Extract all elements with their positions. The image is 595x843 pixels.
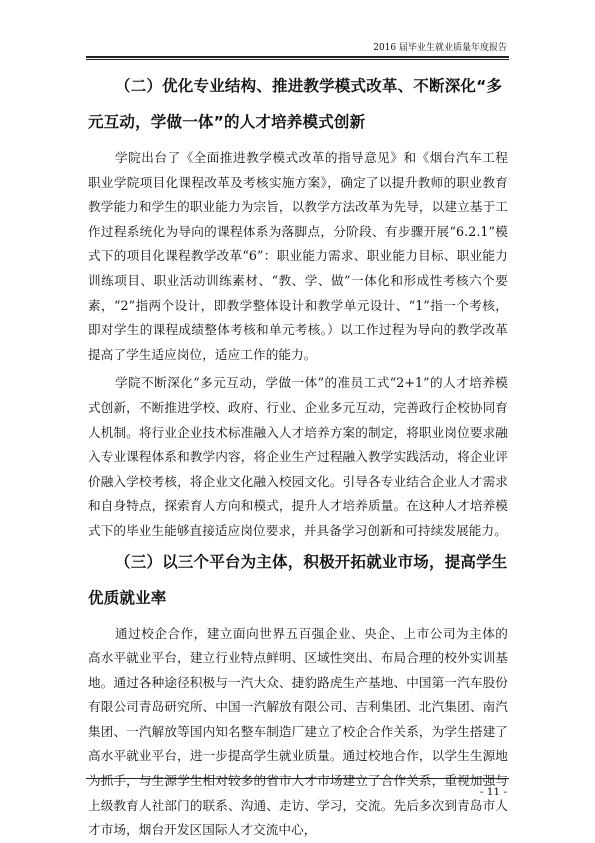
- page-number: - 11 -: [479, 786, 507, 798]
- header-divider-thin: [86, 59, 509, 60]
- section-heading-3: （三）以三个平台为主体，积极开拓就业市场，提高学生优质就业率: [88, 552, 508, 607]
- header-divider: [86, 56, 509, 58]
- page-body: [88, 68, 508, 843]
- paragraph-employment-platform: 通过校企合作，建立面向世界五百强企业、央企、上市公司为主体的高水平就业平台，建立行业特点鲜明、区域性突出、布局合理的校外实训基地。通过各种途径积极与一汽大众、捷豹路虎生产基地、中国第一汽车股份有限公司青岛研究所、中国一汽解放有限公司、吉利集团、北汽集团、南汽集团、一汽解放等国内知名整车制造厂建立了校企合作关系，为学生搭建了高水平就业平台，进一步提高学生就业质量。通过校地合作，以学生生源地为抓手，与生源学生相对较多的省市人才市场建立了合作关系，重视加强与上级教育人社部门的联系、沟通、走访、学习，交流。先后多次到青岛市人才市场，烟台开发区国际人才交流中心，: [88, 625, 508, 838]
- footer-divider: [86, 778, 509, 779]
- paragraph-teaching-reform: 学院出台了《全面推进教学模式改革的指导意见》和《烟台汽车工程职业学院项目化课程改革及考核实施方案》，确定了以提升教师的职业教育教学能力和学生的职业能力为宗旨，以教学方法改革为先导，以建立基于工作过程系统化为导向的课程体系为落脚点，分阶段、有步骤开展“6.2.1”模式下的项目化课程教学改革“6”：职业能力需求、职业能力目标、职业能力训练项目、职业活动训练素材、“教、学、做”一体化和形成性考核六个要素，“2”指两个设计，即教学整体设计和教学单元设计、“1”指一个考核，即对学生的课程成绩整体考核和单元考核。）以工作过程为导向的教学改革提高了学生适应岗位，适应工作的能力。: [88, 150, 508, 362]
- section-heading-2: （二）优化专业结构、推进教学模式改革、不断深化“多元互动，学做一体”的人才培养模式创新: [88, 77, 503, 131]
- report-title: 2016 届毕业生就业质量年度报告: [373, 43, 507, 53]
- paragraph-talent-model: 学院不断深化“多元互动，学做一体”的准员工式“2+1”的人才培养模式创新，不断推进学校、政府、行业、企业多元互动，完善政行企校协同育人机制。将行业企业技术标准融入人才培养方案的制定，将职业岗位要求融入专业课程体系和教学内容，将企业生产过程融入教学实践活动，将企业评价融入学校考核，将企业文化融入校园文化。引导各专业结合企业人才需求和自身特点，探索育人方向和模式，提升人才培养质量。在这种人才培养模式下的毕业生能够直接适应岗位要求，并具备学习创新和可持续发展能力。: [88, 375, 508, 538]
